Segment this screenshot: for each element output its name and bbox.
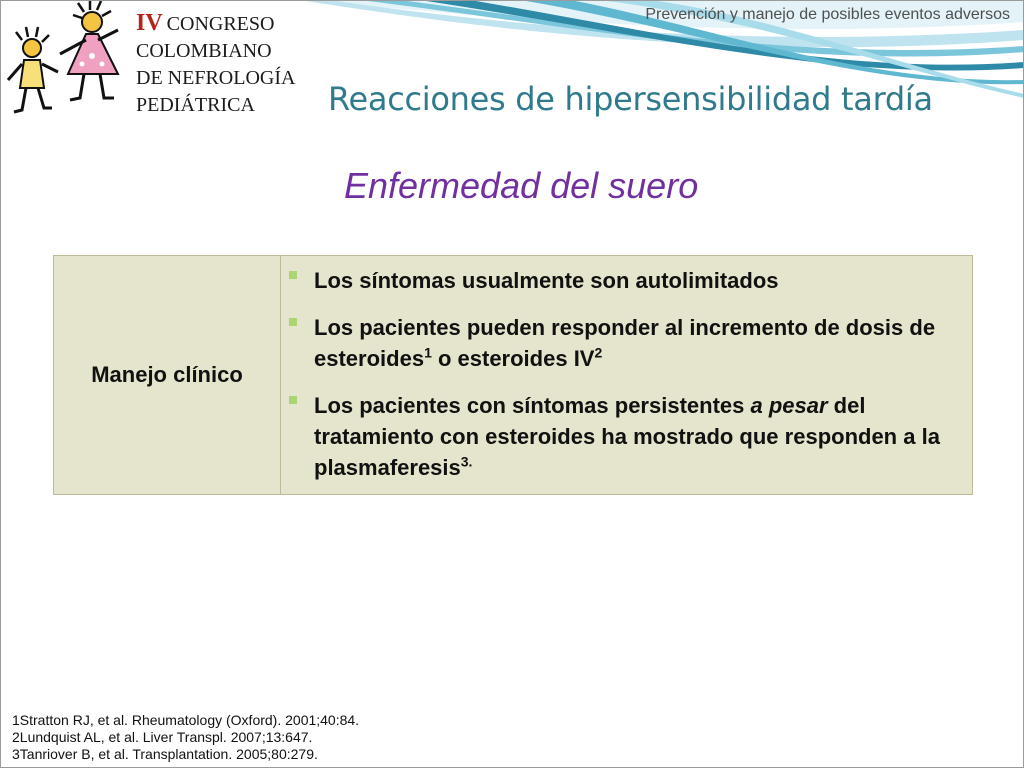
list-item bbox=[289, 312, 960, 374]
congress-line-4: PEDIÁTRICA bbox=[136, 94, 255, 116]
bullet-text bbox=[314, 390, 960, 483]
list-item bbox=[289, 265, 960, 296]
table-bullet-list bbox=[281, 256, 972, 494]
bullet-text-part: Los pacientes pueden responder al incremento de dosis de esteroides bbox=[314, 315, 936, 371]
reference-item: 3Tanriover B, et al. Transplantation. 2005;80:279. bbox=[12, 746, 318, 762]
bullet-square-icon bbox=[289, 396, 297, 404]
congress-line-3: DE NEFROLOGÍA bbox=[136, 67, 296, 89]
reference-marker: 3. bbox=[460, 453, 473, 470]
bullet-text-part: o esteroides IV bbox=[431, 346, 595, 371]
references bbox=[12, 712, 359, 763]
bullet-text-part: Los pacientes con síntomas persistentes bbox=[314, 393, 751, 418]
slide-title: Reacciones de hipersensibilidad tardía bbox=[328, 80, 933, 118]
bullet-square-icon bbox=[289, 318, 297, 326]
congress-line-1-text: CONGRESO bbox=[166, 13, 275, 35]
congress-name bbox=[136, 10, 336, 119]
section-heading: Enfermedad del suero bbox=[344, 165, 699, 206]
bullet-square-icon bbox=[289, 271, 297, 279]
header-subtitle: Prevención y manejo de posibles eventos adversos bbox=[645, 6, 1010, 23]
congress-numeral: IV bbox=[136, 10, 163, 36]
bullet-text-part: del tratamiento con esteroides ha mostrado que responden a la plasmaferesis bbox=[314, 393, 940, 480]
reference-item: 2Lundquist AL, et al. Liver Transpl. 2007;13:647. bbox=[12, 729, 313, 745]
congress-line-2: COLOMBIANO bbox=[136, 40, 272, 62]
bullet-text: Los síntomas usualmente son autolimitados bbox=[314, 268, 779, 293]
congress-logo-children bbox=[0, 0, 130, 120]
list-item bbox=[289, 390, 960, 483]
reference-marker: 2 bbox=[594, 344, 603, 361]
reference-item: 1Stratton RJ, et al. Rheumatology (Oxford). 2001;40:84. bbox=[12, 712, 360, 728]
management-table bbox=[53, 255, 973, 495]
reference-marker: 1 bbox=[424, 344, 432, 361]
table-row-header: Manejo clínico bbox=[54, 256, 281, 494]
bullet-text bbox=[314, 312, 960, 374]
emphasis-text: a pesar bbox=[750, 393, 828, 418]
congress-line-1 bbox=[136, 10, 336, 38]
